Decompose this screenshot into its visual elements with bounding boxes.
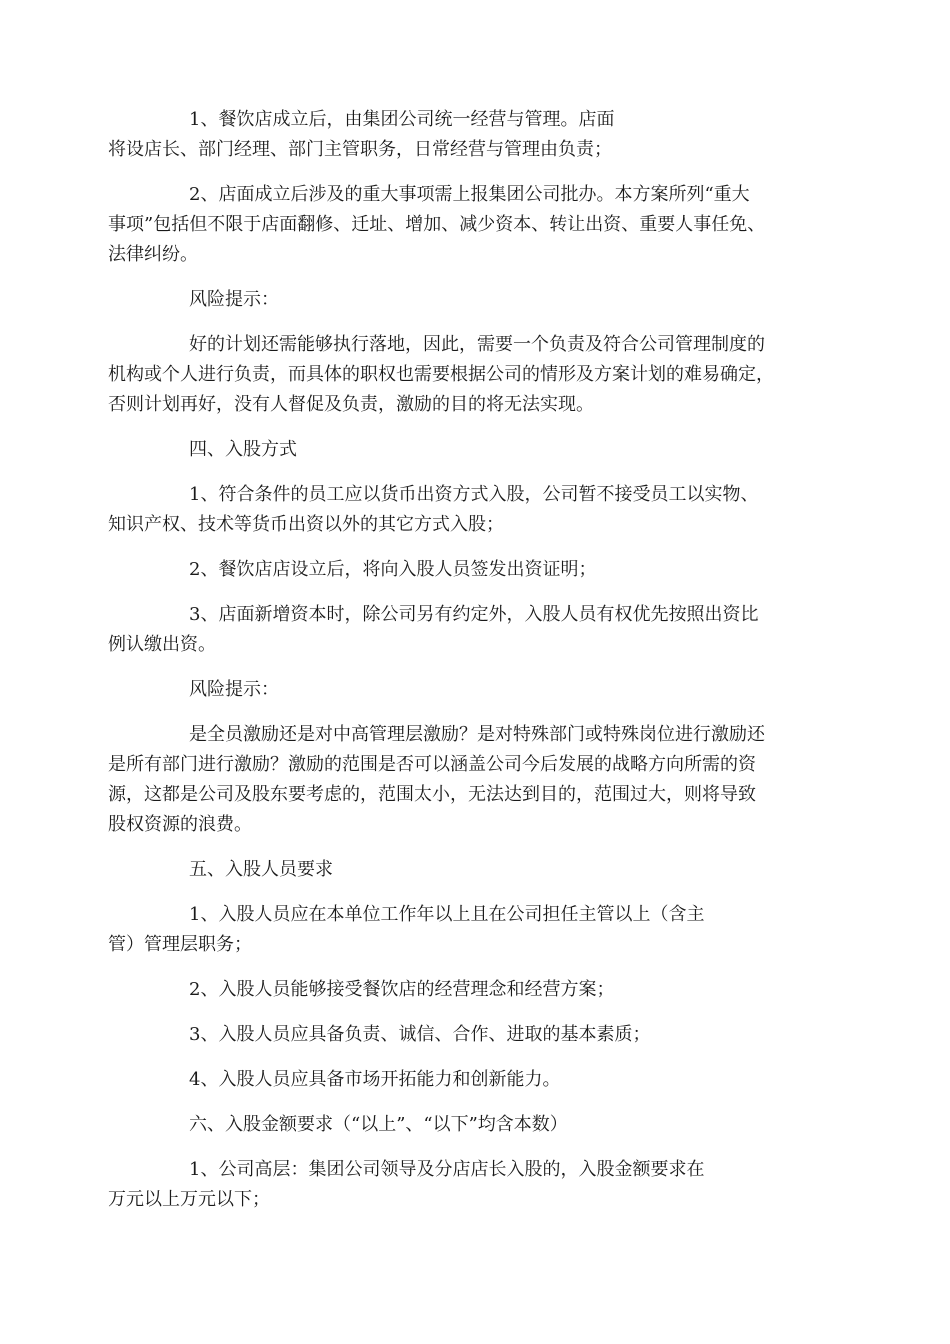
paragraph-line: 事项”包括但不限于店面翻修、迁址、增加、减少资本、转让出资、重要人事任免、 bbox=[108, 214, 766, 235]
paragraph-line: 知识产权、技术等货币出资以外的其它方式入股； bbox=[108, 514, 504, 535]
paragraph-line: 4、入股人员应具备市场开拓能力和创新能力。 bbox=[189, 1069, 561, 1090]
document-page bbox=[108, 105, 853, 1215]
paragraph-line: 是全员激励还是对中高管理层激励？是对特殊部门或特殊岗位进行激励还 bbox=[189, 724, 765, 745]
paragraph-p14 bbox=[108, 1020, 853, 1050]
paragraph-line: 1、符合条件的员工应以货币出资方式入股，公司暂不接受员工以实物、 bbox=[189, 484, 759, 505]
paragraph-p1 bbox=[108, 105, 853, 165]
paragraph-line: 1、公司高层：集团公司领导及分店店长入股的，入股金额要求在 bbox=[189, 1159, 705, 1180]
paragraph-line: 3、店面新增资本时，除公司另有约定外，入股人员有权优先按照出资比 bbox=[189, 604, 759, 625]
paragraph-p12 bbox=[108, 900, 853, 960]
paragraph-line: 风险提示： bbox=[189, 289, 279, 310]
paragraph-p2 bbox=[108, 180, 853, 270]
paragraph-line: 六、入股金额要求（“以上”、“以下”均含本数） bbox=[189, 1114, 568, 1135]
paragraph-line: 四、入股方式 bbox=[189, 439, 297, 460]
paragraph-line: 否则计划再好，没有人督促及负责，激励的目的将无法实现。 bbox=[108, 394, 594, 415]
paragraph-line: 例认缴出资。 bbox=[108, 634, 216, 655]
paragraph-line: 2、餐饮店店设立后，将向入股人员签发出资证明； bbox=[189, 559, 597, 580]
paragraph-p5 bbox=[108, 435, 853, 465]
paragraph-line: 源，这都是公司及股东要考虑的，范围太小，无法达到目的，范围过大，则将导致 bbox=[108, 784, 756, 805]
paragraph-p17 bbox=[108, 1155, 853, 1215]
paragraph-p15 bbox=[108, 1065, 853, 1095]
paragraph-p6 bbox=[108, 480, 853, 540]
paragraph-line: 1、入股人员应在本单位工作年以上且在公司担任主管以上（含主 bbox=[189, 904, 705, 925]
paragraph-line: 将设店长、部门经理、部门主管职务，日常经营与管理由负责； bbox=[108, 139, 612, 160]
paragraph-p10 bbox=[108, 720, 853, 840]
paragraph-line: 五、入股人员要求 bbox=[189, 859, 333, 880]
paragraph-p13 bbox=[108, 975, 853, 1005]
paragraph-p3 bbox=[108, 285, 853, 315]
paragraph-line: 好的计划还需能够执行落地，因此，需要一个负责及符合公司管理制度的 bbox=[189, 334, 765, 355]
paragraph-p8 bbox=[108, 600, 853, 660]
paragraph-p9 bbox=[108, 675, 853, 705]
paragraph-line: 2、入股人员能够接受餐饮店的经营理念和经营方案； bbox=[189, 979, 615, 1000]
paragraph-line: 2、店面成立后涉及的重大事项需上报集团公司批办。本方案所列“重大 bbox=[189, 184, 750, 205]
paragraph-p7 bbox=[108, 555, 853, 585]
paragraph-line: 3、入股人员应具备负责、诚信、合作、进取的基本素质； bbox=[189, 1024, 651, 1045]
paragraph-p4 bbox=[108, 330, 853, 420]
paragraph-line: 万元以上万元以下； bbox=[108, 1189, 270, 1210]
paragraph-line: 1、餐饮店成立后，由集团公司统一经营与管理。店面 bbox=[189, 109, 615, 130]
paragraph-line: 股权资源的浪费。 bbox=[108, 814, 252, 835]
paragraph-p11 bbox=[108, 855, 853, 885]
paragraph-line: 机构或个人进行负责，而具体的职权也需要根据公司的情形及方案计划的难易确定， bbox=[108, 364, 774, 385]
paragraph-line: 管）管理层职务； bbox=[108, 934, 252, 955]
paragraph-p16 bbox=[108, 1110, 853, 1140]
paragraph-line: 法律纠纷。 bbox=[108, 244, 198, 265]
paragraph-line: 风险提示： bbox=[189, 679, 279, 700]
paragraph-line: 是所有部门进行激励？激励的范围是否可以涵盖公司今后发展的战略方向所需的资 bbox=[108, 754, 756, 775]
